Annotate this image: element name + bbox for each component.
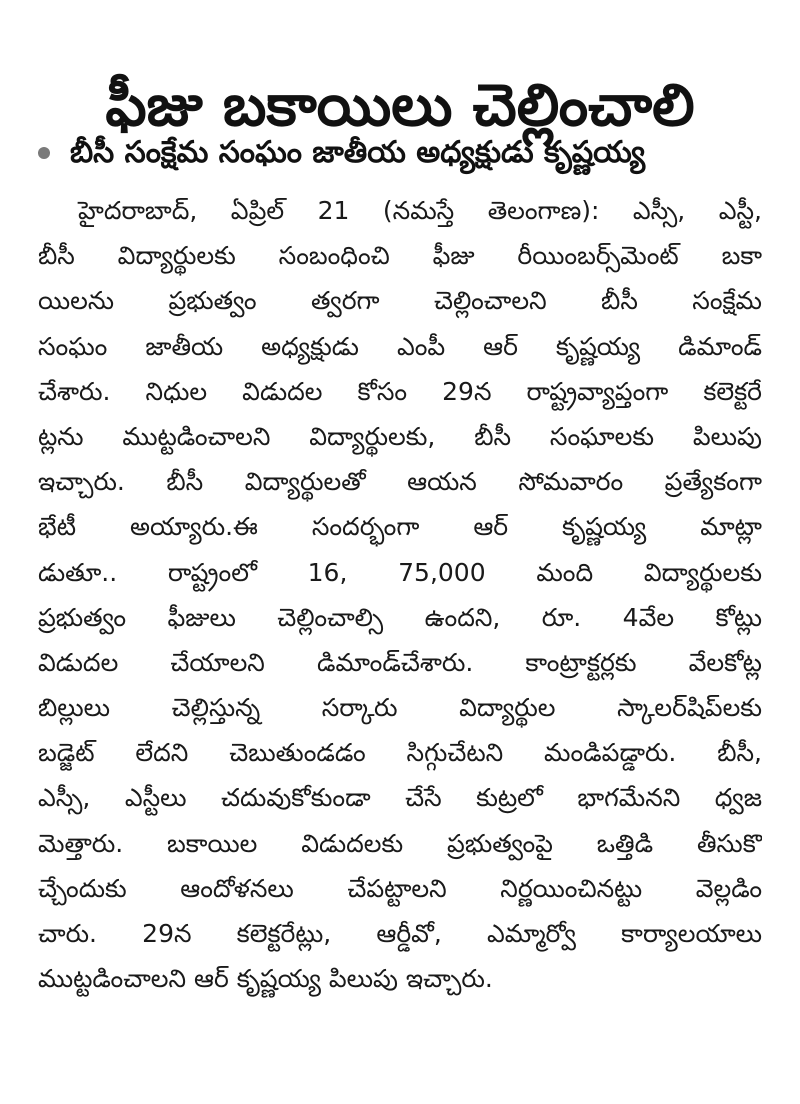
article-line: హైదరాబాద్, ఏప్రిల్ 21 (నమస్తే తెలంగాణ): ఎస్సీ, ఎస్టీ, bbox=[78, 196, 762, 225]
article-line: చారు. 29న కలెక్టరేట్లు, ఆర్డీవో, ఎమ్మార్వో కార్యాలయాలు bbox=[38, 919, 762, 948]
article-line: బిల్లులు చెల్లిస్తున్న సర్కారు విద్యార్థుల స్కాలర్‌షిప్‌లకు bbox=[38, 693, 762, 723]
article-line: మెత్తారు. బకాయిల విడుదలకు ప్రభుత్వంపై ఒత్తిడి తీసుకొ bbox=[38, 828, 762, 858]
article-line: బీసీ విద్యార్థులకు సంబంధించి ఫీజు రీయింబర్స్‌మెంట్ బకా bbox=[38, 241, 762, 271]
article-line: ముట్టడించాలని ఆర్ కృష్ణయ్య పిలుపు ఇచ్చారు. bbox=[38, 964, 493, 994]
bullet-icon bbox=[38, 147, 50, 159]
article-line: డుతూ.. రాష్ట్రంలో 16, 75,000 మంది విద్యార్థులకు bbox=[38, 557, 762, 587]
article-line: చ్చేందుకు ఆందోళనలు చేపట్టాలని నిర్ణయించినట్టు వెల్లడిం bbox=[38, 873, 762, 903]
article-subheadline: బీసీ సంక్షేమ సంఘం జాతీయ అధ్యక్షుడు కృష్ణయ్య bbox=[70, 135, 646, 170]
article-line: ఎస్సీ, ఎస్టీలు చదువుకోకుండా చేసే కుట్రలో భాగమేనని ధ్వజ bbox=[38, 783, 762, 813]
article-line: ప్రభుత్వం ఫీజులు చెల్లించాల్సి ఉందని, రూ. 4వేల కోట్లు bbox=[38, 602, 762, 632]
article-line: భేటీ అయ్యారు.ఈ సందర్భంగా ఆర్ కృష్ణయ్య మాట్లా bbox=[38, 512, 762, 542]
article-line: విడుదల చేయాలని డిమాండ్‌చేశారు. కాంట్రాక్టర్లకు వేలకోట్ల bbox=[38, 647, 762, 677]
article-line: ట్లను ముట్టడించాలని విద్యార్థులకు, బీసీ సంఘాలకు పిలుపు bbox=[38, 421, 762, 451]
article-line: బడ్జెట్ లేదని చెబుతుండడం సిగ్గుచేటని మండిపడ్డారు. బీసీ, bbox=[38, 738, 762, 768]
article-subheadline-row bbox=[38, 128, 778, 178]
article-line: యిలను ప్రభుత్వం త్వరగా చెల్లించాలని బీసీ సంక్షేమ bbox=[38, 286, 762, 316]
article-headline: ఫీజు బకాయిలు చెల్లించాలి bbox=[105, 70, 695, 139]
article-line: ఇచ్చారు. బీసీ విద్యార్థులతో ఆయన సోమవారం ప్రత్యేకంగా bbox=[38, 467, 762, 497]
article-line: సంఘం జాతీయ అధ్యక్షుడు ఎంపీ ఆర్ కృష్ణయ్య డిమాండ్ bbox=[38, 331, 762, 361]
article-body bbox=[38, 188, 762, 1001]
article-line: చేశారు. నిధుల విడుదల కోసం 29న రాష్ట్రవ్యాప్తంగా కలెక్టరే bbox=[38, 376, 762, 406]
